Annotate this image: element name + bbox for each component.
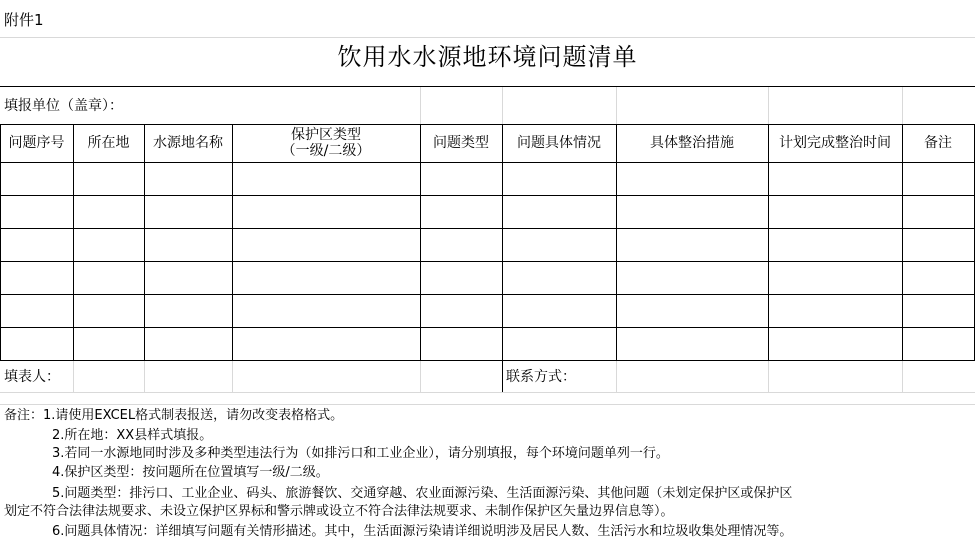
header-remarks: 备注 <box>924 135 952 151</box>
reporting-unit-label: 填报单位（盖章）： <box>4 98 123 114</box>
table-row[interactable] <box>0 229 975 261</box>
table-row[interactable] <box>0 163 975 195</box>
header-remediation-measures: 具体整治措施 <box>650 135 734 151</box>
header-protection-zone-type-line2: （一级/二级） <box>281 143 371 159</box>
note-5-line2: 划定不符合法律法规要求、未设立保护区界标和警示牌或设立不符合法律法规要求、未制作保护区矢量边界信息等）。 <box>4 504 674 519</box>
header-planned-completion-time: 计划完成整治时间 <box>779 135 891 151</box>
header-issue-details: 问题具体情况 <box>517 135 601 151</box>
note-2: 2.所在地：XX县样式填报。 <box>52 428 213 443</box>
header-protection-zone-type <box>232 127 420 159</box>
header-issue-number: 问题序号 <box>8 135 65 151</box>
note-5-line1: 5.问题类型：排污口、工业企业、码头、旅游餐饮、交通穿越、农业面源污染、生活面源污染、其他问题（未划定保护区或保护区 <box>52 486 793 501</box>
contact-label: 联系方式： <box>506 369 576 385</box>
header-location: 所在地 <box>87 135 130 151</box>
note-3: 3.若同一水源地同时涉及多种类型违法行为（如排污口和工业企业），请分别填报，每个环境问题单列一行。 <box>52 446 669 461</box>
table-row[interactable] <box>0 262 975 294</box>
page-title: 饮用水水源地环境问题清单 <box>337 43 638 71</box>
note-1: 备注：1.请使用EXCEL格式制表报送，请勿改变表格格式。 <box>4 408 344 423</box>
header-protection-zone-type-line1: 保护区类型 <box>291 127 361 143</box>
header-issue-type: 问题类型 <box>433 135 489 151</box>
note-4: 4.保护区类型：按问题所在位置填写一级/二级。 <box>52 465 329 480</box>
table-row[interactable] <box>0 196 975 228</box>
filler-label: 填表人： <box>4 369 60 385</box>
note-6: 6.问题具体情况：详细填写问题有关情形描述。其中，生活面源污染请详细说明涉及居民人数、生活污水和垃圾收集处理情况等。 <box>52 524 793 539</box>
table-row[interactable] <box>0 328 975 360</box>
header-water-source-name: 水源地名称 <box>153 135 223 151</box>
attachment-label: 附件1 <box>4 11 44 29</box>
table-row[interactable] <box>0 295 975 327</box>
